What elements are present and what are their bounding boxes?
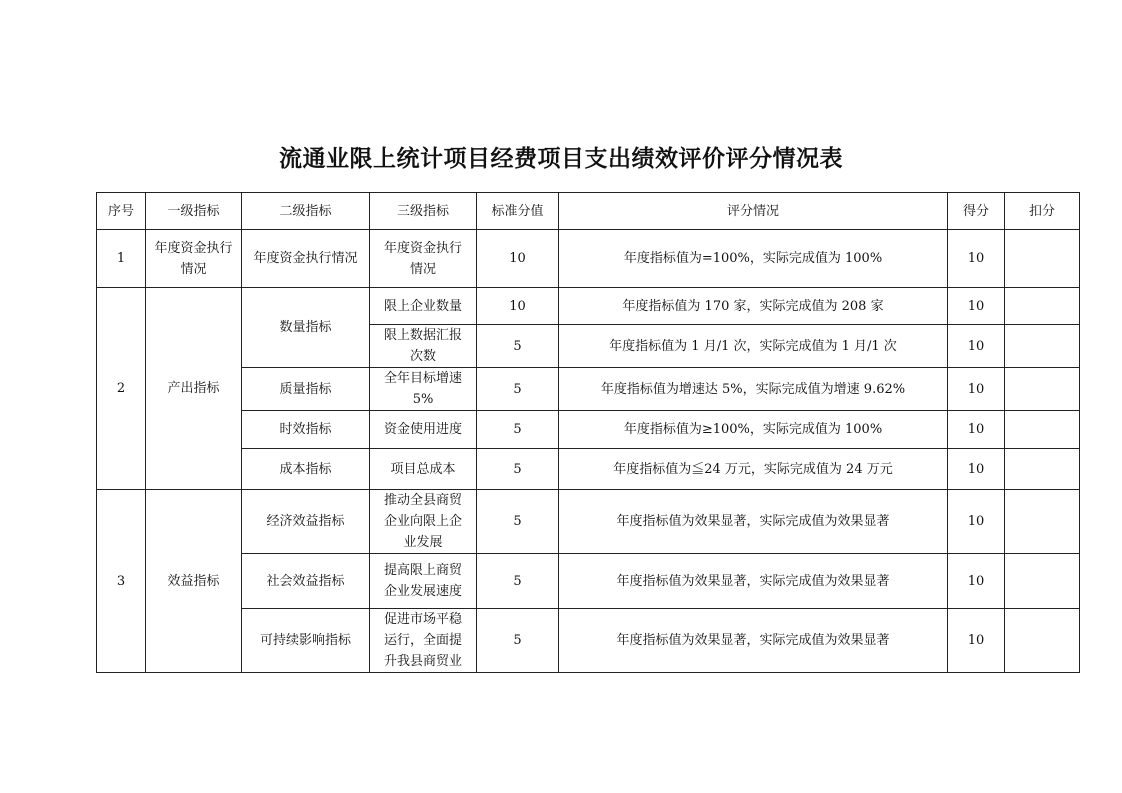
- cell-detail: 年度指标值为 1 月/1 次，实际完成值为 1 月/1 次: [559, 325, 948, 368]
- header-no: 序号: [97, 193, 146, 230]
- cell-detail: 年度指标值为 170 家，实际完成值为 208 家: [559, 288, 948, 325]
- header-standard: 标准分值: [477, 193, 559, 230]
- cell-detail: 年度指标值为效果显著，实际完成值为效果显著: [559, 609, 948, 673]
- table-row: [97, 411, 1080, 449]
- cell-level2: 经济效益指标: [242, 490, 370, 554]
- cell-standard: 5: [477, 609, 559, 673]
- cell-deduct: [1005, 368, 1080, 411]
- table-row: [97, 609, 1080, 673]
- page-title: 流通业限上统计项目经费项目支出绩效评价评分情况表: [279, 146, 843, 172]
- cell-score: 10: [948, 554, 1005, 609]
- cell-standard: 10: [477, 230, 559, 288]
- cell-score: 10: [948, 490, 1005, 554]
- cell-detail: 年度指标值为效果显著，实际完成值为效果显著: [559, 554, 948, 609]
- cell-score: 10: [948, 325, 1005, 368]
- cell-level3: 资金使用进度: [370, 411, 477, 449]
- cell-deduct: [1005, 325, 1080, 368]
- cell-detail: 年度指标值为≥100%，实际完成值为 100%: [559, 411, 948, 449]
- cell-score: 10: [948, 411, 1005, 449]
- cell-score: 10: [948, 368, 1005, 411]
- cell-level3: 限上企业数量: [370, 288, 477, 325]
- cell-score: 10: [948, 230, 1005, 288]
- table-row: [97, 449, 1080, 490]
- cell-standard: 5: [477, 490, 559, 554]
- cell-detail: 年度指标值为=100%，实际完成值为 100%: [559, 230, 948, 288]
- header-level1: 一级指标: [146, 193, 242, 230]
- header-level3: 三级指标: [370, 193, 477, 230]
- cell-detail: 年度指标值为增速达 5%，实际完成值为增速 9.62%: [559, 368, 948, 411]
- cell-no: 2: [97, 288, 146, 490]
- cell-deduct: [1005, 288, 1080, 325]
- cell-level3: 推动全县商贸企业向限上企业发展: [370, 490, 477, 554]
- cell-standard: 10: [477, 288, 559, 325]
- table-row: [97, 368, 1080, 411]
- cell-level2: 成本指标: [242, 449, 370, 490]
- cell-level3: 全年目标增速 5%: [370, 368, 477, 411]
- cell-level1: 产出指标: [146, 288, 242, 490]
- header-detail: 评分情况: [559, 193, 948, 230]
- cell-level1: 效益指标: [146, 490, 242, 673]
- header-score: 得分: [948, 193, 1005, 230]
- cell-level2: 可持续影响指标: [242, 609, 370, 673]
- cell-level2: 质量指标: [242, 368, 370, 411]
- cell-deduct: [1005, 490, 1080, 554]
- cell-score: 10: [948, 609, 1005, 673]
- cell-detail: 年度指标值为≦24 万元，实际完成值为 24 万元: [559, 449, 948, 490]
- cell-level3: 年度资金执行情况: [370, 230, 477, 288]
- header-row: [97, 193, 1080, 230]
- table-row: [97, 490, 1080, 554]
- cell-level3: 促进市场平稳运行，全面提升我县商贸业: [370, 609, 477, 673]
- cell-no: 3: [97, 490, 146, 673]
- table-row: [97, 230, 1080, 288]
- cell-standard: 5: [477, 368, 559, 411]
- table-row: [97, 554, 1080, 609]
- cell-deduct: [1005, 230, 1080, 288]
- cell-level2: 时效指标: [242, 411, 370, 449]
- cell-deduct: [1005, 449, 1080, 490]
- evaluation-table: [96, 192, 1080, 673]
- cell-standard: 5: [477, 411, 559, 449]
- cell-level2: 社会效益指标: [242, 554, 370, 609]
- cell-level3: 限上数据汇报次数: [370, 325, 477, 368]
- cell-deduct: [1005, 554, 1080, 609]
- cell-detail: 年度指标值为效果显著，实际完成值为效果显著: [559, 490, 948, 554]
- table-row: [97, 288, 1080, 325]
- header-deduct: 扣分: [1005, 193, 1080, 230]
- cell-level2: 数量指标: [242, 288, 370, 368]
- header-level2: 二级指标: [242, 193, 370, 230]
- cell-standard: 5: [477, 554, 559, 609]
- cell-deduct: [1005, 609, 1080, 673]
- cell-deduct: [1005, 411, 1080, 449]
- cell-level3: 提高限上商贸企业发展速度: [370, 554, 477, 609]
- cell-score: 10: [948, 288, 1005, 325]
- cell-level2: 年度资金执行情况: [242, 230, 370, 288]
- cell-level1: 年度资金执行情况: [146, 230, 242, 288]
- cell-standard: 5: [477, 449, 559, 490]
- cell-no: 1: [97, 230, 146, 288]
- cell-standard: 5: [477, 325, 559, 368]
- cell-level3: 项目总成本: [370, 449, 477, 490]
- cell-score: 10: [948, 449, 1005, 490]
